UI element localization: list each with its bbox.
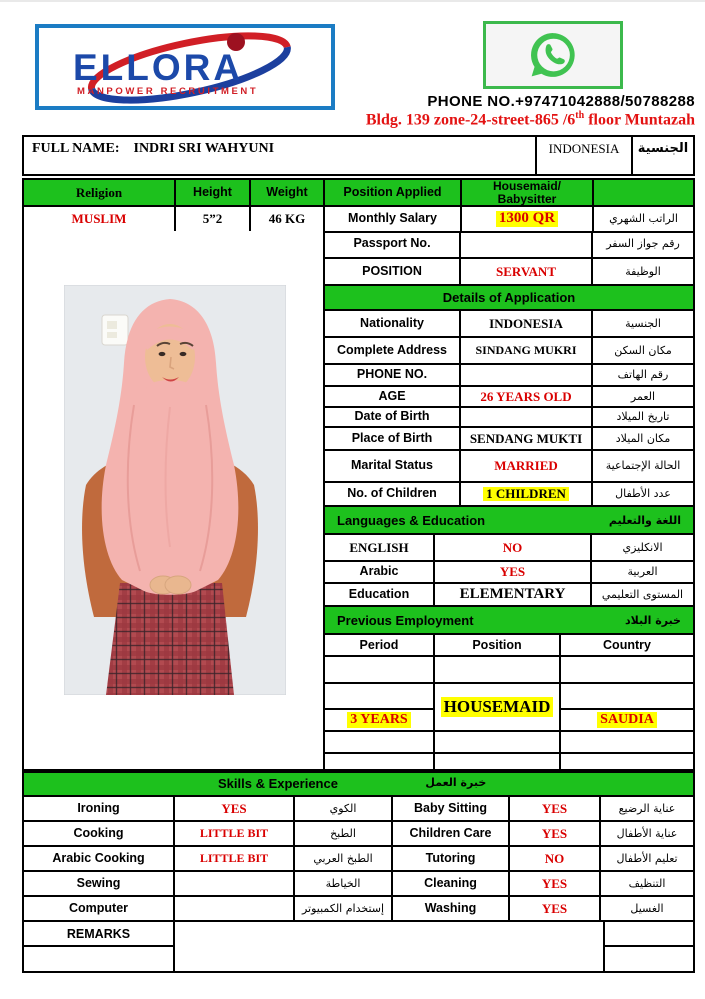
- address-prefix: Bldg. 139 zone-24-street-865 /6: [365, 111, 576, 129]
- row-label: AGE: [325, 387, 461, 408]
- empty-cell: [605, 947, 693, 971]
- nationality-arabic-cell: الجنسية: [637, 141, 689, 156]
- country-cell: [561, 754, 693, 769]
- row-value: 26 YEARS OLD: [461, 387, 593, 408]
- empty-green-cell: [594, 180, 693, 207]
- row-arabic: عناية الأطفال: [601, 822, 693, 847]
- employment-title: Previous Employment: [337, 612, 474, 628]
- row-value: [175, 872, 295, 897]
- detail-row: [325, 338, 693, 365]
- row-value: INDONESIA: [461, 311, 593, 338]
- row-arabic: تاريخ الميلاد: [593, 408, 693, 428]
- row-label: Arabic: [325, 562, 435, 584]
- page-top-edge: [0, 0, 705, 2]
- phone-number: PHONE NO.+97471042888/50788288: [427, 93, 695, 110]
- position-label: POSITION: [325, 259, 461, 286]
- row-arabic: تعليم الأطفال: [601, 847, 693, 872]
- row-arabic: الانكليزي: [592, 535, 693, 562]
- row-arabic: التنظيف: [601, 872, 693, 897]
- detail-row: [325, 451, 693, 483]
- position-value: HOUSEMAID: [435, 684, 561, 732]
- full-name-label: FULL NAME:: [32, 141, 120, 156]
- languages-title-arabic: اللغة والتعليم: [608, 513, 681, 527]
- detail-row: [325, 365, 693, 387]
- row-label: PHONE NO.: [325, 365, 461, 387]
- remarks-right-column: [605, 922, 693, 971]
- row-label: Marital Status: [325, 451, 461, 483]
- skill-row: [24, 822, 693, 847]
- skills-title-bar: [24, 773, 693, 797]
- skills-title-arabic: خبرة العمل: [425, 776, 487, 789]
- row-value: YES: [510, 872, 601, 897]
- row-arabic: مكان الميلاد: [593, 428, 693, 451]
- nationality-cell: INDONESIA: [537, 137, 633, 174]
- details-title: Details of Application: [442, 290, 576, 305]
- remarks-label: REMARKS: [24, 922, 173, 947]
- country-column: [561, 635, 693, 769]
- skill-row: [24, 872, 693, 897]
- position-row: [325, 259, 693, 286]
- full-name-row: [22, 135, 695, 176]
- row-label: Education: [325, 584, 435, 607]
- skill-row: [24, 897, 693, 922]
- remarks-row: [24, 922, 693, 971]
- row-arabic: الخياطة: [295, 872, 393, 897]
- row-label: Complete Address: [325, 338, 461, 365]
- period-cell: [325, 657, 435, 684]
- position-header: Position: [435, 635, 561, 657]
- row-label: Computer: [24, 897, 175, 922]
- detail-row: [325, 311, 693, 338]
- country-cell: [561, 684, 693, 710]
- period-cell: [325, 754, 435, 769]
- row-arabic: عدد الأطفال: [593, 483, 693, 507]
- monthly-salary-arabic: الراتب الشهري: [609, 212, 678, 226]
- position-cell: [435, 657, 561, 684]
- photo-cell: [24, 231, 325, 769]
- row-value: NO: [510, 847, 601, 872]
- period-column: [325, 635, 435, 769]
- row-label: Washing: [393, 897, 510, 922]
- employment-title-bar: [325, 607, 693, 635]
- row-arabic: الحالة الإجتماعية: [593, 451, 693, 483]
- wall-switch: [102, 315, 128, 345]
- ellora-logo: [35, 24, 335, 110]
- period-header: Period: [325, 635, 435, 657]
- application-details-column: [325, 231, 693, 769]
- row-value: SINDANG MUKRI: [461, 338, 593, 365]
- row-label: Baby Sitting: [393, 797, 510, 822]
- row-label: Cooking: [24, 822, 175, 847]
- row-arabic: مكان السكن: [593, 338, 693, 365]
- row-value: [175, 897, 295, 922]
- row-value: [461, 408, 593, 428]
- applicant-photo: [64, 285, 286, 695]
- period-cell: [325, 732, 435, 754]
- address-superscript: th: [575, 110, 585, 121]
- country-header: Country: [561, 635, 693, 657]
- language-row: [325, 562, 693, 584]
- language-row: [325, 584, 693, 607]
- weight-header: Weight: [251, 180, 325, 207]
- row-value: YES: [510, 797, 601, 822]
- top-table: [22, 178, 695, 233]
- row-value: YES: [510, 822, 601, 847]
- language-row: [325, 535, 693, 562]
- full-name-value: INDRI SRI WAHYUNI: [133, 141, 275, 156]
- position-value: SERVANT: [461, 259, 593, 286]
- skill-row: [24, 847, 693, 872]
- row-arabic: رقم الهاتف: [593, 365, 693, 387]
- row-arabic: المستوى التعليمي: [592, 584, 693, 607]
- remarks-value-cell: [175, 922, 605, 971]
- logo-brand-text: ELLORA: [73, 47, 244, 88]
- row-value: YES: [510, 897, 601, 922]
- row-label: Ironing: [24, 797, 175, 822]
- row-value: YES: [175, 797, 295, 822]
- row-label: Cleaning: [393, 872, 510, 897]
- height-value: 5”2: [176, 207, 251, 231]
- row-label: Date of Birth: [325, 408, 461, 428]
- row-arabic: الكوي: [295, 797, 393, 822]
- row-value: SENDANG MUKTI: [461, 428, 593, 451]
- country-cell: [561, 732, 693, 754]
- country-cell: [561, 657, 693, 684]
- row-arabic: الطبخ العربي: [295, 847, 393, 872]
- country-value: SAUDIA: [561, 710, 693, 732]
- row-value: 1 CHILDREN: [461, 483, 593, 507]
- row-arabic: العربية: [592, 562, 693, 584]
- row-arabic: الغسيل: [601, 897, 693, 922]
- row-label: No. of Children: [325, 483, 461, 507]
- position-cell: [435, 754, 561, 769]
- row-arabic: الطبخ: [295, 822, 393, 847]
- main-table: [22, 231, 695, 771]
- position-cell: [435, 732, 561, 754]
- position-applied-header: Position Applied: [325, 180, 462, 207]
- skills-table: [22, 771, 695, 973]
- religion-header: Religion: [24, 180, 176, 207]
- row-arabic: العمر: [593, 387, 693, 408]
- details-title-bar: [325, 286, 693, 311]
- ellora-logo-art: [39, 28, 331, 106]
- position-arabic: الوظيفة: [593, 259, 693, 286]
- full-name-cell: [24, 137, 537, 174]
- detail-row: [325, 428, 693, 451]
- detail-row: [325, 483, 693, 507]
- row-value: [461, 365, 593, 387]
- employment-table: [325, 635, 693, 769]
- remarks-label-column: [24, 922, 175, 971]
- skill-row: [24, 797, 693, 822]
- passport-value: [461, 231, 593, 259]
- row-value: LITTLE BIT: [175, 847, 295, 872]
- row-value: LITTLE BIT: [175, 822, 295, 847]
- passport-row: [325, 231, 693, 259]
- row-label: Children Care: [393, 822, 510, 847]
- detail-row: [325, 387, 693, 408]
- address-suffix: floor Muntazah: [584, 111, 695, 129]
- row-label: Nationality: [325, 311, 461, 338]
- row-label: Tutoring: [393, 847, 510, 872]
- row-value: MARRIED: [461, 451, 593, 483]
- row-arabic: إستخدام الكمبيوتر: [295, 897, 393, 922]
- period-value: 3 YEARS: [325, 710, 435, 732]
- skills-title: Skills & Experience: [218, 776, 338, 791]
- weight-value: 46 KG: [251, 207, 325, 231]
- period-cell: [325, 684, 435, 710]
- empty-cell: [24, 947, 173, 971]
- monthly-salary-label: Monthly Salary: [325, 207, 462, 231]
- whatsapp-box: [483, 21, 623, 89]
- row-label: ENGLISH: [325, 535, 435, 562]
- position-column: [435, 635, 561, 769]
- row-value: NO: [435, 535, 592, 562]
- whatsapp-icon: [526, 28, 580, 82]
- row-arabic: عناية الرضيع: [601, 797, 693, 822]
- row-label: Arabic Cooking: [24, 847, 175, 872]
- logo-tagline-text: MANPOWER RECRUITMENT: [77, 86, 259, 97]
- detail-row: [325, 408, 693, 428]
- top-value-row: [24, 207, 693, 231]
- height-header: Height: [176, 180, 251, 207]
- row-arabic: الجنسية: [593, 311, 693, 338]
- position-applied-value: Housemaid/ Babysitter: [462, 180, 594, 207]
- row-value: YES: [435, 562, 592, 584]
- address-line: [290, 110, 695, 129]
- passport-label: Passport No.: [325, 231, 461, 259]
- employment-title-arabic: خبرة البلاد: [625, 613, 681, 627]
- top-header-row: [24, 180, 693, 207]
- row-value: ELEMENTARY: [435, 584, 592, 607]
- monthly-salary-value: 1300 QR: [462, 207, 594, 231]
- religion-value: MUSLIM: [24, 207, 176, 231]
- row-label: Place of Birth: [325, 428, 461, 451]
- passport-arabic: رقم جواز السفر: [593, 231, 693, 259]
- languages-title: Languages & Education: [337, 512, 486, 528]
- empty-cell: [605, 922, 693, 947]
- row-label: Sewing: [24, 872, 175, 897]
- languages-title-bar: [325, 507, 693, 535]
